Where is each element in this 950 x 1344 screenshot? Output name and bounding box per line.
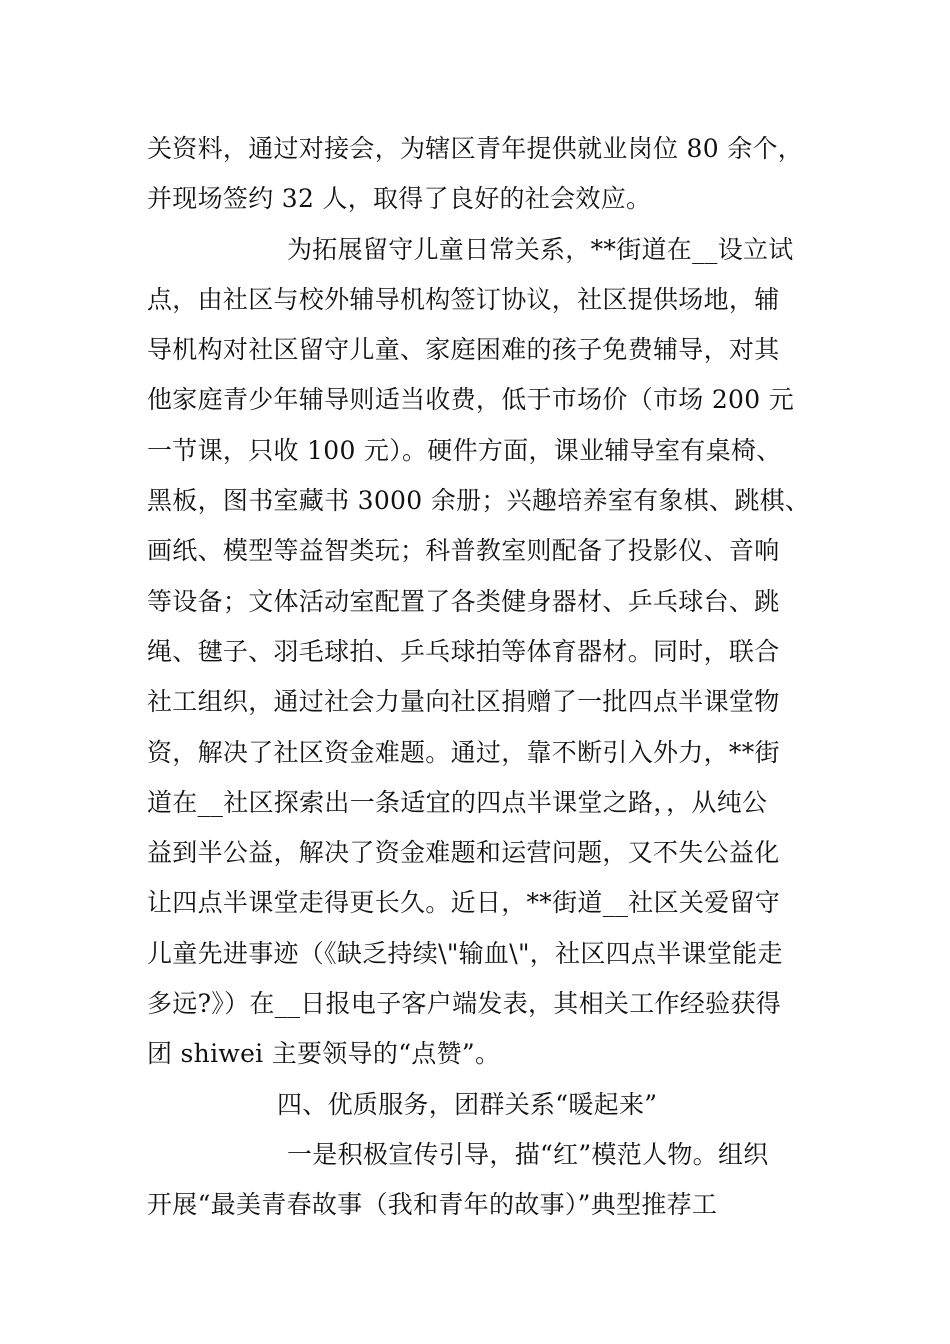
paragraph-line: 画纸、模型等益智类玩；科普教室则配备了投影仪、音响	[147, 536, 780, 566]
paragraph-line: 资，解决了社区资金难题。通过，靠不断引入外力，**街	[147, 737, 780, 767]
section-heading: 四、优质服务，团群关系“暖起来”	[277, 1089, 658, 1119]
paragraph-line: 关资料，通过对接会，为辖区青年提供就业岗位 80 余个，	[147, 134, 804, 163]
paragraph-line: 等设备；文体活动室配置了各类健身器材、乒乓球台、跳	[147, 586, 780, 616]
paragraph-line: 开展“最美青春故事（我和青年的故事）”典型推荐工	[147, 1190, 718, 1220]
paragraph-line: 让四点半课堂走得更长久。近日，**街道__社区关爱留守	[147, 888, 781, 918]
paragraph-line: 导机构对社区留守儿童、家庭困难的孩子免费辅导，对其	[147, 335, 780, 365]
paragraph-line: 多远?》）在__日报电子客户端发表，其相关工作经验获得	[147, 989, 782, 1019]
paragraph-line: 一节课，只收 100 元）。硬件方面，课业辅导室有桌椅、	[147, 435, 782, 465]
paragraph-line: 他家庭青少年辅导则适当收费，低于市场价（市场 200 元	[147, 385, 795, 415]
paragraph-line: 道在__社区探索出一条适宜的四点半课堂之路，，从纯公	[147, 787, 768, 817]
paragraph-line: 黑板，图书室藏书 3000 余册；兴趣培养室有象棋、跳棋、	[147, 486, 811, 516]
paragraph-line: 一是积极宣传引导，描“红”模范人物。组织	[287, 1139, 769, 1169]
paragraph-line: 点，由社区与校外辅导机构签订协议，社区提供场地，辅	[147, 284, 780, 314]
paragraph-line: 为拓展留守儿童日常关系，**街道在__设立试	[287, 234, 794, 264]
paragraph-line: 儿童先进事迹（《缺乏持续\"输血\"，社区四点半课堂能走	[147, 938, 783, 968]
paragraph-line: 益到半公益，解决了资金难题和运营问题，又不失公益化	[147, 838, 780, 868]
paragraph-line: 绳、毽子、羽毛球拍、乒乓球拍等体育器材。同时，联合	[147, 636, 780, 666]
paragraph-line: 社工组织，通过社会力量向社区捐赠了一批四点半课堂物	[147, 687, 780, 717]
paragraph-line: 并现场签约 32 人，取得了良好的社会效应。	[147, 184, 652, 214]
paragraph-line: 团 shiwei 主要领导的“点赞”。	[147, 1039, 501, 1069]
document-page	[147, 124, 811, 1231]
